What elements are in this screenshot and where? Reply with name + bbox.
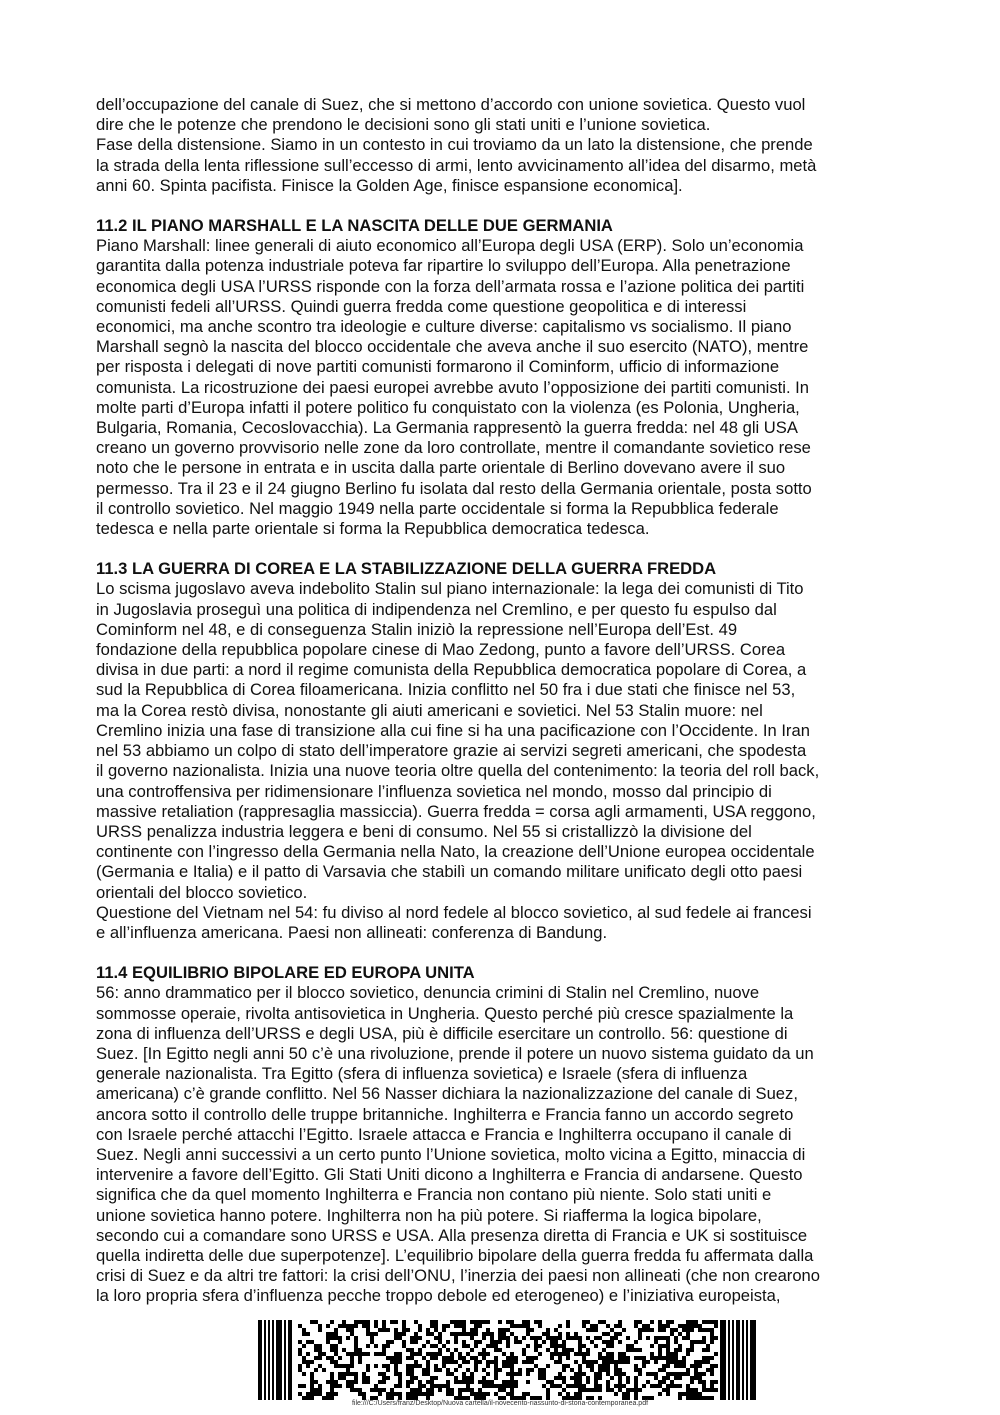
section-heading: 11.2 IL PIANO MARSHALL E LA NASCITA DELLE DUE GERMANIA [96, 216, 613, 236]
section-body: Piano Marshall: linee generali di aiuto economico all’Europa degli USA (ERP). Solo un’economia garantita dalla potenza industriale poteva far ripartire lo sviluppo dell’Europa. Alla penetrazione economica degli USA l’URSS risponde con la forza dell’armata rossa e l’azione politica dei partiti comunisti fedeli all’URSS. Quindi guerra fredda come questione geopolitica e di interessi economici, ma anche scontro tra ideologie e culture diverse: capitalismo vs socialismo. Il piano Marshall segnò la nascita del blocco occidentale che aveva anche il suo esercito (NATO), mentre per risposta i delegati di nove partiti comunisti formarono il Cominform, ufficio di informazione comunista. La ricostruzione dei paesi europei avrebbe avuto l’opposizione dei partiti comunisti. In molte parti d’Europa infatti il potere politico fu conquistato con la violenza (es Polonia, Ungheria, Bulgaria, Romania, Cecoslovacchia). La Germania rappresentò la guerra fredda: nel 48 gli USA creano un governo provvisorio nelle zone da loro controllate, mentre il comandante sovietico rese noto che le persone in entrata e in uscita dalla parte orientale di Berlino dovevano avere il suo permesso. Tra il 23 e il 24 giugno Berlino fu isolata dal resto della Germania orientale, posta sotto il controllo sovietico. Nel maggio 1949 nella parte occidentale si forma la Repubblica federale tedesca e nella parte orientale si forma la Repubblica democratica tedesca. [96, 236, 812, 539]
section-heading: 11.4 EQUILIBRIO BIPOLARE ED EUROPA UNITA [96, 963, 475, 983]
section-corea [96, 559, 908, 943]
section-equilibrio [96, 963, 908, 1306]
barcode-image [258, 1320, 756, 1400]
section-body: 56: anno drammatico per il blocco sovietico, denuncia crimini di Stalin nel Cremlino, nuove sommosse operaie, rivolta antisovietica in Ungheria. Questo perché più cresce spazialmente la zona di influenza dell’URSS e degli USA, più è difficile esercitare un controllo. 56: questione di Suez. [In Egitto negli anni 50 c’è una rivoluzione, prende il potere un nuovo sistema guidato da un generale nazionalista. Tra Egitto (sfera di influenza sovietica) e Israele (sfera di influenza americana) c’è grande conflitto. Nel 56 Nasser dichiara la nazionalizzazione del canale di Suez, ancora sotto il controllo delle truppe britanniche. Inghilterra e Francia fanno un accordo segreto con Israele perché attacchi l’Egitto. Israele attacca e Francia e Inghilterra occupano il canale di Suez. Negli anni successivi a un certo punto l’Unione sovietica, molto vicina a Egitto, minaccia di intervenire a favore dell’Egitto. Gli Stati Uniti dicono a Inghilterra e Francia di andarsene. Questo significa che da quel momento Inghilterra e Francia non contano più niente. Solo stati uniti e unione sovietica hanno potere. Inghilterra non ha più potere. Si riafferma la logica bipolare, secondo cui a comandare sono URSS e USA. Alla presenza diretta di Francia e UK si sostituisce quella indiretta delle due superpotenze]. L’equilibrio bipolare della guerra fredda fu affermata dalla crisi di Suez e da altri tre fattori: la crisi dell’ONU, l’inerzia dei paesi non allineati (che non crearono la loro propria sfera d’influenza pecche troppo debole ed eterogeneo) e l’iniziativa europeista, [96, 983, 821, 1306]
intro-paragraph: dell’occupazione del canale di Suez, che si mettono d’accordo con unione sovietica. Questo vuol dire che le potenze che prendono le decisioni sono gli stati uniti e l’unione sovietica. Fase della distensione. Siamo in un contesto in cui troviamo da un lato la distensione, che prende la strada della lenta riflessione sull’eccesso di armi, lento avvicinamento all’idea del disarmo, metà anni 60. Spinta pacifista. Finisce la Golden Age, finisce espansione economica]. [96, 95, 817, 195]
section-marshall [96, 216, 908, 539]
document-page [96, 95, 908, 1307]
section-body: Lo scisma jugoslavo aveva indebolito Stalin sul piano internazionale: la lega dei comunisti di Tito in Jugoslavia proseguì una politica di indipendenza nel Cremlino, e per questo fu espulso dal Cominform nel 48, e di conseguenza Stalin iniziò la repressione nell’Europa dell’Est. 49 fondazione della repubblica popolare cinese di Mao Zedong, punto a favore dell’URSS. Corea divisa in due parti: a nord il regime comunista della Repubblica democratica popolare di Corea, a sud la Repubblica di Corea filoamericana. Inizia conflitto nel 50 fra i due stati che finisce nel 53, ma la Corea restò divisa, nonostante gli aiuti americani e sovietici. Nel 53 Stalin muore: nel Cremlino inizia una fase di transizione alla cui fine si ha una pacificazione con l’Occidente. In Iran nel 53 abbiamo un colpo di stato dell’imperatore grazie ai servizi segreti americani, che spodesta il governo nazionalista. Inizia una nuove teoria oltre quella del contenimento: la teoria del roll back, una controffensiva per ridimensionare l’influenza sovietica nel mondo, mosso dal principio di massive retaliation (rappresaglia massiccia). Guerra fredda = corsa agli armamenti, USA reggono, URSS penalizza industria leggera e beni di consumo. Nel 55 si cristallizzò la divisione del continente con l’ingresso della Germania nella Nato, la creazione dell’Unione europea occidentale (Germania e Italia) e il patto di Varsavia che stabilì un comando militare unificato degli otto paesi orientali del blocco sovietico. Questione del Vietnam nel 54: fu diviso al nord fedele al blocco sovietico, al sud fedele ai francesi e all’influenza americana. Paesi non allineati: conferenza di Bandung. [96, 579, 820, 942]
section-heading: 11.3 LA GUERRA DI COREA E LA STABILIZZAZIONE DELLA GUERRA FREDDA [96, 559, 717, 579]
footer-file-path: file:///C:/Users/franz/Desktop/Nuova cartella/il-novecento-riassunto-di-storia-contemporanea.pdf [351, 1400, 649, 1407]
